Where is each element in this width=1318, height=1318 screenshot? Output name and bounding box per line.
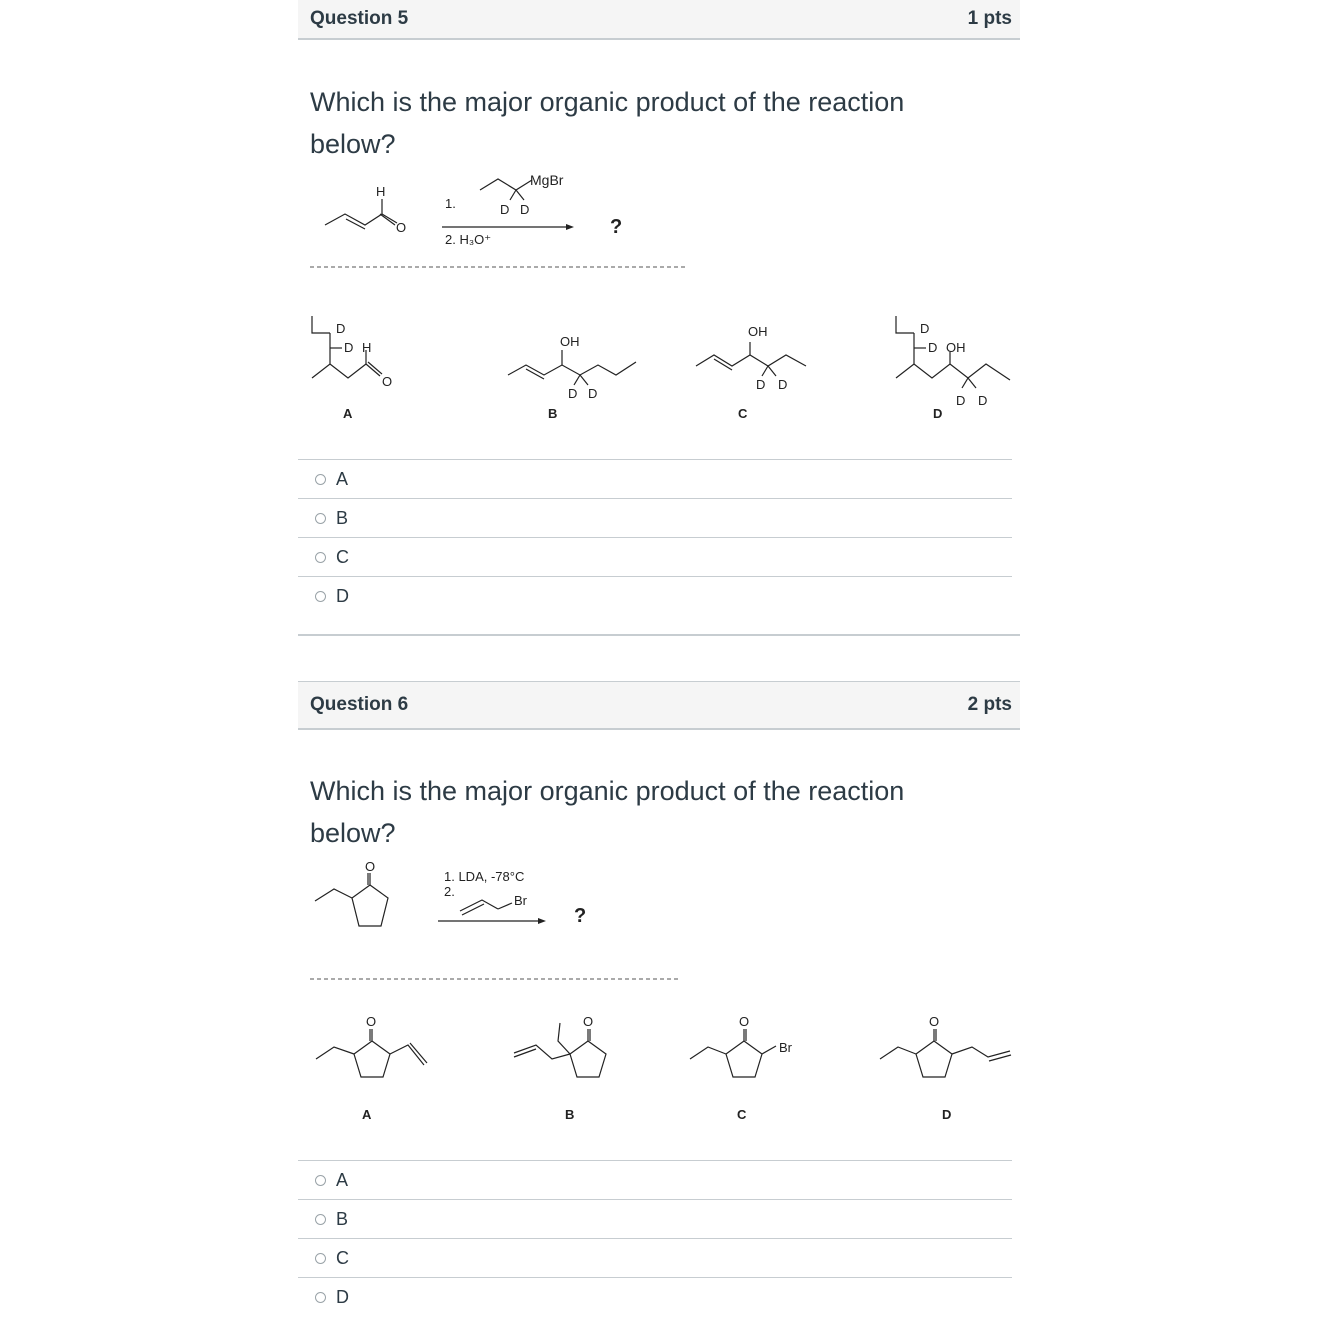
reagent-d1: D xyxy=(500,202,510,217)
question-points: 2 pts xyxy=(967,694,1012,715)
question-points: 1 pts xyxy=(967,8,1012,29)
answer-option-c[interactable]: C xyxy=(298,537,1012,576)
radio-button[interactable] xyxy=(315,1253,326,1264)
radio-button[interactable] xyxy=(315,1292,326,1303)
svg-text:B: B xyxy=(565,1107,575,1122)
reagent-d2: D xyxy=(520,202,530,217)
svg-text:O: O xyxy=(739,1014,750,1029)
question-title: Question 6 xyxy=(310,694,409,715)
svg-text:O: O xyxy=(366,1014,377,1029)
question-prompt: Which is the major organic product of the reaction below? xyxy=(310,776,905,848)
mgbr-label: MgBr xyxy=(530,172,564,188)
svg-text:O: O xyxy=(583,1014,594,1029)
svg-text:D: D xyxy=(928,340,938,355)
question-prompt: Which is the major organic product of the reaction below? xyxy=(310,87,905,159)
aldehyde-h: H xyxy=(376,184,386,199)
svg-text:D: D xyxy=(920,321,930,336)
step-2-label: 2. H₃O⁺ xyxy=(445,232,492,247)
grignard-chain xyxy=(480,179,532,190)
svg-text:D: D xyxy=(568,386,578,401)
step-1-label: 1. xyxy=(445,196,456,211)
aldehyde-o: O xyxy=(396,220,407,235)
svg-text:C: C xyxy=(738,406,748,421)
reaction-scheme xyxy=(298,0,1020,280)
svg-text:C: C xyxy=(737,1107,747,1122)
svg-text:O: O xyxy=(929,1014,940,1029)
answer-list xyxy=(298,1160,1012,1316)
svg-text:D: D xyxy=(336,321,346,336)
svg-text:B: B xyxy=(548,406,558,421)
radio-button[interactable] xyxy=(315,1175,326,1186)
answer-option-b[interactable]: B xyxy=(298,498,1012,537)
reaction-scheme xyxy=(298,681,1020,1001)
svg-text:Br: Br xyxy=(779,1040,792,1055)
svg-text:OH: OH xyxy=(748,324,768,339)
svg-text:D: D xyxy=(344,340,354,355)
choices-figure xyxy=(298,1001,1020,1151)
svg-text:A: A xyxy=(362,1107,372,1122)
answer-option-a[interactable]: A xyxy=(298,1160,1012,1199)
answer-option-a[interactable]: A xyxy=(298,459,1012,498)
answer-option-d[interactable]: D xyxy=(298,576,1012,615)
svg-text:D: D xyxy=(778,377,788,392)
radio-button[interactable] xyxy=(315,474,326,485)
svg-text:?: ? xyxy=(574,905,587,927)
svg-text:D: D xyxy=(956,393,966,408)
svg-text:D: D xyxy=(978,393,988,408)
answer-option-d[interactable]: D xyxy=(298,1277,1012,1316)
question-6 xyxy=(298,681,1020,1307)
svg-text:OH: OH xyxy=(560,334,580,349)
svg-text:Br: Br xyxy=(514,893,527,908)
radio-button[interactable] xyxy=(315,1214,326,1225)
radio-button[interactable] xyxy=(315,552,326,563)
svg-text:D: D xyxy=(588,386,598,401)
svg-text:D: D xyxy=(756,377,766,392)
svg-text:O: O xyxy=(382,374,393,389)
svg-text:2.: 2. xyxy=(444,884,455,899)
svg-text:H: H xyxy=(362,340,372,355)
answer-list xyxy=(298,459,1012,615)
question-5 xyxy=(298,0,1020,606)
choices-figure xyxy=(298,300,1020,450)
svg-text:O: O xyxy=(365,859,376,874)
svg-text:A: A xyxy=(343,406,353,421)
svg-text:D: D xyxy=(933,406,943,421)
svg-text:OH: OH xyxy=(946,340,966,355)
question-divider xyxy=(298,634,1020,636)
radio-button[interactable] xyxy=(315,591,326,602)
answer-option-b[interactable]: B xyxy=(298,1199,1012,1238)
question-title: Question 5 xyxy=(310,8,409,29)
answer-option-c[interactable]: C xyxy=(298,1238,1012,1277)
svg-text:D: D xyxy=(942,1107,952,1122)
radio-button[interactable] xyxy=(315,513,326,524)
svg-text:1. LDA, -78°C: 1. LDA, -78°C xyxy=(444,869,525,884)
unknown-product: ? xyxy=(610,216,623,238)
